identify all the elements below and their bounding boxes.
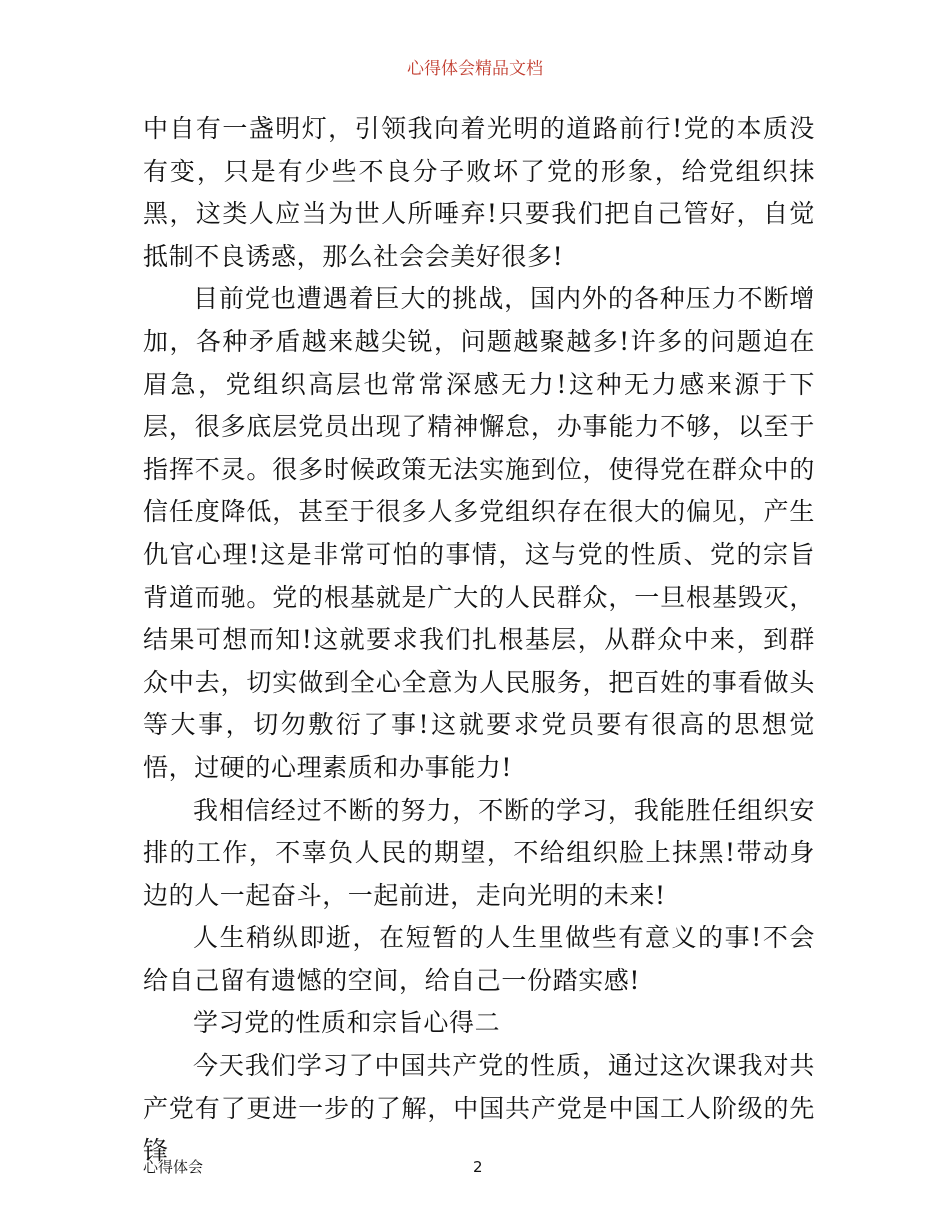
footer-label: 心得体会 <box>143 1158 204 1176</box>
page-header-title: 心得体会精品文档 <box>407 59 543 79</box>
paragraph-challenges: 目前党也遭遇着巨大的挑战，国内外的各种压力不断增加，各种矛盾越来越尖锐，问题越聚越多!许多的问题迫在眉急，党组织高层也常常深感无力!这种无力感来源于下层，很多底层党员出现了精神懈怠，办事能力不够，以至于指挥不灵。很多时候政策无法实施到位，使得党在群众中的信任度降低，甚至于很多人多党组织存在很大的偏见，产生仇官心理!这是非常可怕的事情，这与党的性质、党的宗旨背道而驰。党的根基就是广大的人民群众，一旦根基毁灭，结果可想而知!这就要求我们扎根基层，从群众中来，到群众中去，切实做到全心全意为人民服务，把百姓的事看做头等大事，切勿敷衍了事!这就要求党员要有很高的思想觉悟，过硬的心理素质和办事能力! <box>143 284 815 782</box>
paragraph-continuation: 中自有一盏明灯，引领我向着光明的道路前行!党的本质没有变，只是有少些不良分子败坏了党的形象，给党组织抹黑，这类人应当为世人所唾弃!只要我们把自己管好，自觉抵制不良诱惑，那么社会会美好很多! <box>143 114 815 271</box>
document-body <box>143 108 815 1173</box>
paragraph-life: 人生稍纵即逝，在短暂的人生里做些有意义的事!不会给自己留有遗憾的空间，给自己一份踏实感! <box>143 923 815 995</box>
paragraph-belief: 我相信经过不断的努力，不断的学习，我能胜任组织安排的工作，不辜负人民的期望，不给组织脸上抹黑!带动身边的人一起奋斗，一起前进，走向光明的未来! <box>143 795 815 910</box>
paragraph-today: 今天我们学习了中国共产党的性质，通过这次课我对共产党有了更进一步的了解，中国共产党是中国工人阶级的先锋 <box>143 1051 815 1166</box>
page-footer <box>143 1155 815 1179</box>
page-number: 2 <box>473 1158 483 1176</box>
section-heading: 学习党的性质和宗旨心得二 <box>193 1008 501 1038</box>
